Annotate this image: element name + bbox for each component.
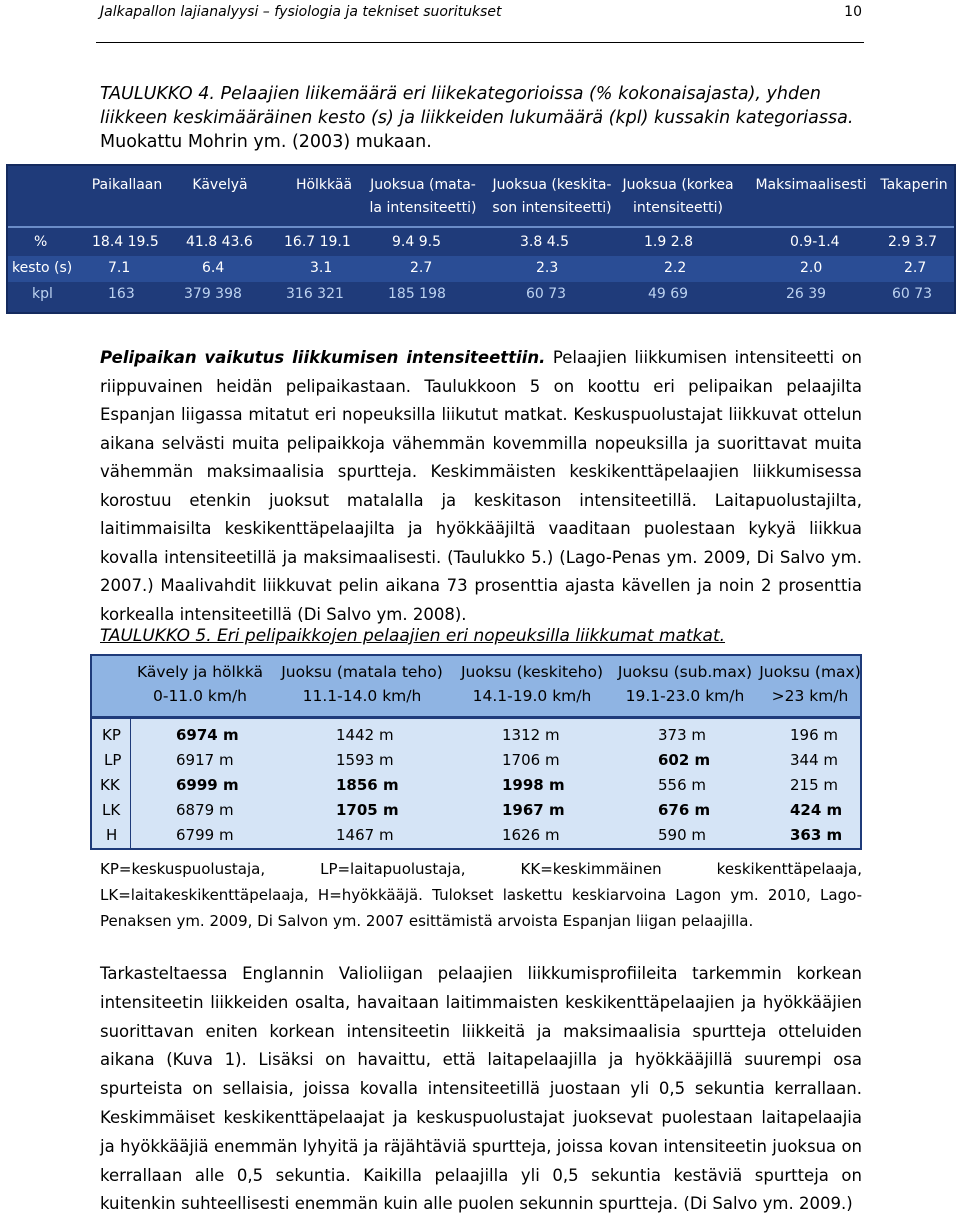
table-cell: 1.9 2.8: [644, 234, 693, 250]
t4-col-header-3: Juoksua (mata- la intensiteetti): [369, 177, 477, 216]
table-cell: 215 m: [790, 776, 839, 794]
header-rule: [96, 42, 864, 43]
table-cell: 2.0: [800, 260, 823, 276]
table-cell: 2.3: [536, 260, 559, 276]
table-cell: 26 39: [786, 286, 827, 302]
t5-header: [92, 656, 860, 719]
table-row: [92, 798, 860, 823]
table-row: [92, 773, 860, 798]
table4-caption-source: Muokattu Mohrin ym. (2003) mukaan.: [100, 132, 432, 152]
table-cell: 1593 m: [336, 751, 394, 769]
t5-col-header-4: Juoksu (max) >23 km/h: [759, 663, 861, 705]
table-cell: 1998 m: [502, 776, 565, 794]
t4-col-header-2: Hölkkää: [295, 177, 353, 193]
t5-col-header-0: Kävely ja hölkkä 0-11.0 km/h: [136, 663, 264, 705]
table-cell: 1467 m: [336, 826, 394, 844]
table-cell: 41.8 43.6: [186, 234, 253, 250]
t5-col-header-1: Juoksu (matala teho) 11.1-14.0 km/h: [281, 663, 443, 705]
t4-col-header-4: Juoksua (keskita- son intensiteetti): [492, 177, 612, 216]
table-cell: 556 m: [658, 776, 707, 794]
table-cell: 60 73: [526, 286, 567, 302]
table-cell: 1705 m: [336, 801, 399, 819]
table-cell: 6999 m: [176, 776, 239, 794]
table-cell: 590 m: [658, 826, 707, 844]
table5: [90, 654, 862, 850]
table5-legend: KP=keskuspuolustaja, LP=laitapuolustaja, KK=keskimmäinen keskikenttäpelaaja, LK=laitakeskikenttäpelaaja, H=hyökkääjä. Tulokset laskettu keskiarvoina Lagon ym. 2010, Lago-Penaksen ym. 2009, Di Salvon ym. 2007 esittämistä arvoista Espanjan liigan pelaajilla.: [100, 860, 862, 930]
table-row: [92, 723, 860, 748]
table-cell: 363 m: [790, 826, 843, 844]
table-cell: 0.9-1.4: [790, 234, 840, 250]
table-cell: 373 m: [658, 726, 707, 744]
page-number: 10: [844, 4, 862, 20]
table-cell: 163: [108, 286, 135, 302]
table-cell: 6.4: [202, 260, 225, 276]
table-cell: 1706 m: [502, 751, 560, 769]
table-cell: 49 69: [648, 286, 689, 302]
paragraph-text: Pelaajien liikkumisen intensiteetti on riippuvainen heidän pelipaikastaan. Taulukkoon 5 on koottu eri pelipaikan pelaajilta Espanjan liigassa mitatut eri nopeuksilla liikutut matkat. Keskuspuolustajat liikkuvat ottelun aikana selvästi muita pelipaikkoja vähemmän kovemmilla nopeuksilla ja suorittavat muita vähemmän maksimaalisia spurtteja. Keskimmäisten keskikenttäpelaajien liikkumisessa korostuu etenkin juoksut matalalla ja keskitason intensiteetillä. Laitapuolustajilta, laitimmaisilta keskikenttäpelaajilta ja hyökkääjiltä vaaditaan puolestaan kykyä liikkua kovalla intensiteetillä ja maksimaalisesti. (Taulukko 5.) (Lago-Penas ym. 2009, Di Salvo ym. 2007.) Maalivahdit liikkuvat pelin aikana 73 prosenttia ajasta kävellen ja noin 2 prosenttia korkealla intensiteetillä (Di Salvo ym. 2008).: [100, 348, 863, 624]
table-cell: 2.7: [410, 260, 433, 276]
t5-body: [92, 719, 860, 848]
table-cell: 18.4 19.5: [92, 234, 159, 250]
t4-header-separator: [8, 226, 954, 228]
t4-col-header-7: Takaperin: [880, 177, 948, 193]
table-cell: 316 321: [286, 286, 344, 302]
table-row: [8, 256, 954, 282]
t4-col-header-6: Maksimaalisesti: [755, 177, 867, 193]
table-cell: 16.7 19.1: [284, 234, 351, 250]
paragraph-premier-league: Tarkasteltaessa Englannin Valioliigan pelaajien liikkumisprofiileita tarkemmin korkean intensiteetin liikkeiden osalta, havaitaan laitimmaisten keskikenttäpelaajien ja hyökkääjien suorittavan eniten korkean intensiteetin liikkeitä ja maksimaalisia spurtteja otteluiden aikana (Kuva 1). Lisäksi on havaittu, että laitapelaajilla ja hyökkääjillä suurempi osa spurteista on sellaisia, joissa kovalla intensiteetillä juostaan yli 0,5 sekuntia kerrallaan. Keskimmäiset keskikenttäpelaajat ja keskuspuolustajat juoksevat puolestaan laitapelaajia ja hyökkääjiä enemmän lyhyitä ja räjähtäviä spurtteja, joissa kovan intensiteetin juoksua on kerrallaan alle 0,5 sekuntia. Kaikilla pelaajilla yli 0,5 sekuntia kestäviä spurtteja on kuitenkin suhteellisesti enemmän kuin alle puolen sekunnin spurtteja. (Di Salvo ym. 2009.): [100, 964, 862, 1214]
table-cell: 3.1: [310, 260, 333, 276]
table-cell: 9.4 9.5: [392, 234, 441, 250]
table4-caption: [100, 82, 862, 154]
t5-col-header-3: Juoksu (sub.max) 19.1-23.0 km/h: [617, 663, 753, 705]
t4-col-header-5: Juoksua (korkea intensiteetti): [622, 177, 734, 216]
table-cell: 6917 m: [176, 751, 234, 769]
table-cell: 1442 m: [336, 726, 394, 744]
table-cell: 602 m: [658, 751, 711, 769]
t5-col-header-2: Juoksu (keskiteho) 14.1-19.0 km/h: [460, 663, 603, 705]
t4-col-header-0: Paikallaan: [91, 177, 163, 193]
t4-row-label: kesto (s): [12, 260, 73, 276]
table5-caption: TAULUKKO 5. Eri pelipaikkojen pelaajien eri nopeuksilla liikkumat matkat.: [100, 626, 726, 646]
table-cell: 2.2: [664, 260, 687, 276]
table-cell: 1967 m: [502, 801, 565, 819]
paragraph-heading: Pelipaikan vaikutus liikkumisen intensiteettiin.: [100, 348, 546, 367]
table-cell: 1626 m: [502, 826, 560, 844]
table-cell: 344 m: [790, 751, 839, 769]
table4: [6, 164, 956, 314]
table-row: [92, 823, 860, 848]
table-cell: 2.7: [904, 260, 927, 276]
table-row: [8, 230, 954, 256]
table-cell: 185 198: [388, 286, 446, 302]
t4-col-header-1: Kävelyä: [192, 177, 248, 193]
t5-row-label: LK: [102, 801, 121, 819]
table-cell: 2.9 3.7: [888, 234, 937, 250]
t5-row-label: LP: [104, 751, 122, 769]
running-header-title: Jalkapallon lajianalyysi – fysiologia ja tekniset suoritukset: [100, 4, 502, 20]
t4-row-label: kpl: [32, 286, 53, 302]
table-cell: 60 73: [892, 286, 933, 302]
table-cell: 1856 m: [336, 776, 399, 794]
table-row: [92, 748, 860, 773]
t5-row-label: H: [106, 826, 118, 844]
table-cell: 196 m: [790, 726, 839, 744]
table-cell: 3.8 4.5: [520, 234, 569, 250]
table-cell: 6974 m: [176, 726, 239, 744]
table-cell: 6879 m: [176, 801, 234, 819]
running-header: [100, 0, 862, 24]
t5-row-label: KP: [102, 726, 121, 744]
t5-row-label: KK: [100, 776, 120, 794]
table-cell: 379 398: [184, 286, 242, 302]
paragraph-position-intensity: [100, 344, 862, 629]
table-row: [8, 282, 954, 308]
table-cell: 1312 m: [502, 726, 560, 744]
t4-row-label: %: [34, 234, 48, 250]
table-cell: 6799 m: [176, 826, 234, 844]
table-cell: 424 m: [790, 801, 843, 819]
table-cell: 7.1: [108, 260, 131, 276]
table4-caption-italic: TAULUKKO 4. Pelaajien liikemäärä eri liikekategorioissa (% kokonaisajasta), yhden liikkeen keskimääräinen kesto (s) ja liikkeiden lukumäärä (kpl) kussakin kategoriassa.: [100, 84, 854, 128]
table-cell: 676 m: [658, 801, 711, 819]
